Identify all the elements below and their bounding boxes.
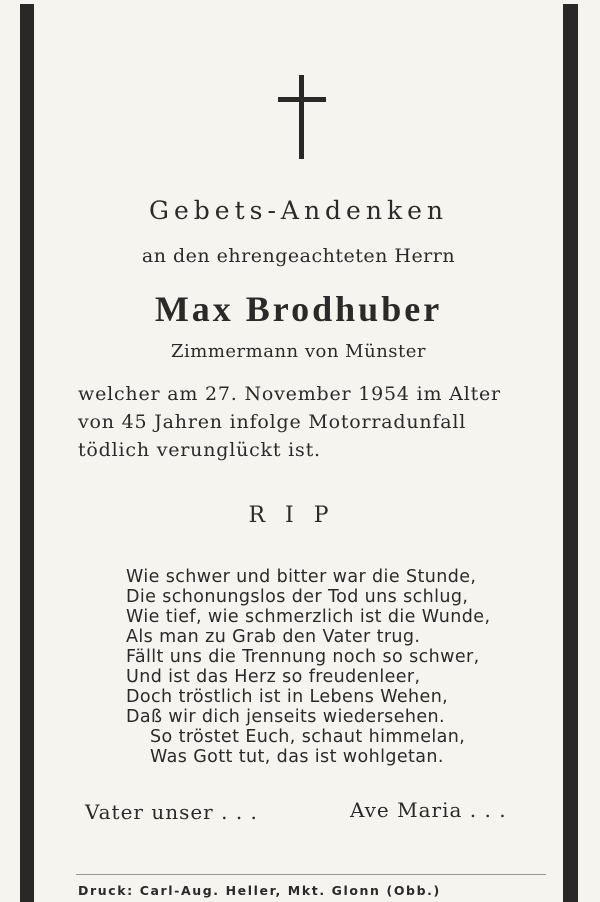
death-details [78,380,548,464]
deceased-name: Max Brodhuber [154,289,443,329]
poem-line: Was Gott tut, das ist wohlgetan. [150,747,444,767]
memorial-poem [126,567,566,767]
card-title: Gebets-Andenken [149,196,448,225]
details-line: tödlich verunglückt ist. [78,439,321,461]
printer-credit: Druck: Carl-Aug. Heller, Mkt. Glonn (Obb.) [78,883,441,898]
poem-line: Doch tröstlich ist in Lebens Wehen, [126,687,449,707]
poem-line: Als man zu Grab den Vater trug. [126,627,421,647]
details-line: von 45 Jahren infolge Motorradunfall [78,411,467,433]
poem-line: Wie tief, wie schmerzlich ist die Wunde, [126,607,491,627]
poem-line: Und ist das Herz so freudenleer, [126,667,421,687]
mourning-border-left [20,4,34,902]
prayer-vater-unser: Vater unser . . . [85,800,258,824]
deceased-occupation: Zimmermann von Münster [170,341,427,362]
details-line: welcher am 27. November 1954 im Alter [78,383,501,405]
cross-icon [278,75,326,159]
poem-line: So tröstet Euch, schaut himmelan, [150,727,466,747]
footer-divider [76,874,546,875]
mourning-border-right [563,4,578,902]
poem-line: Die schonungslos der Tod uns schlug, [126,587,469,607]
prayer-ave-maria: Ave Maria . . . [350,798,507,822]
card-subtitle: an den ehrengeachteten Herrn [141,245,456,267]
rip-label: RIP [248,503,349,528]
poem-line: Wie schwer und bitter war die Stunde, [126,567,477,587]
poem-line: Fällt uns die Trennung noch so schwer, [126,647,480,667]
poem-line: Daß wir dich jenseits wiedersehen. [126,707,445,727]
